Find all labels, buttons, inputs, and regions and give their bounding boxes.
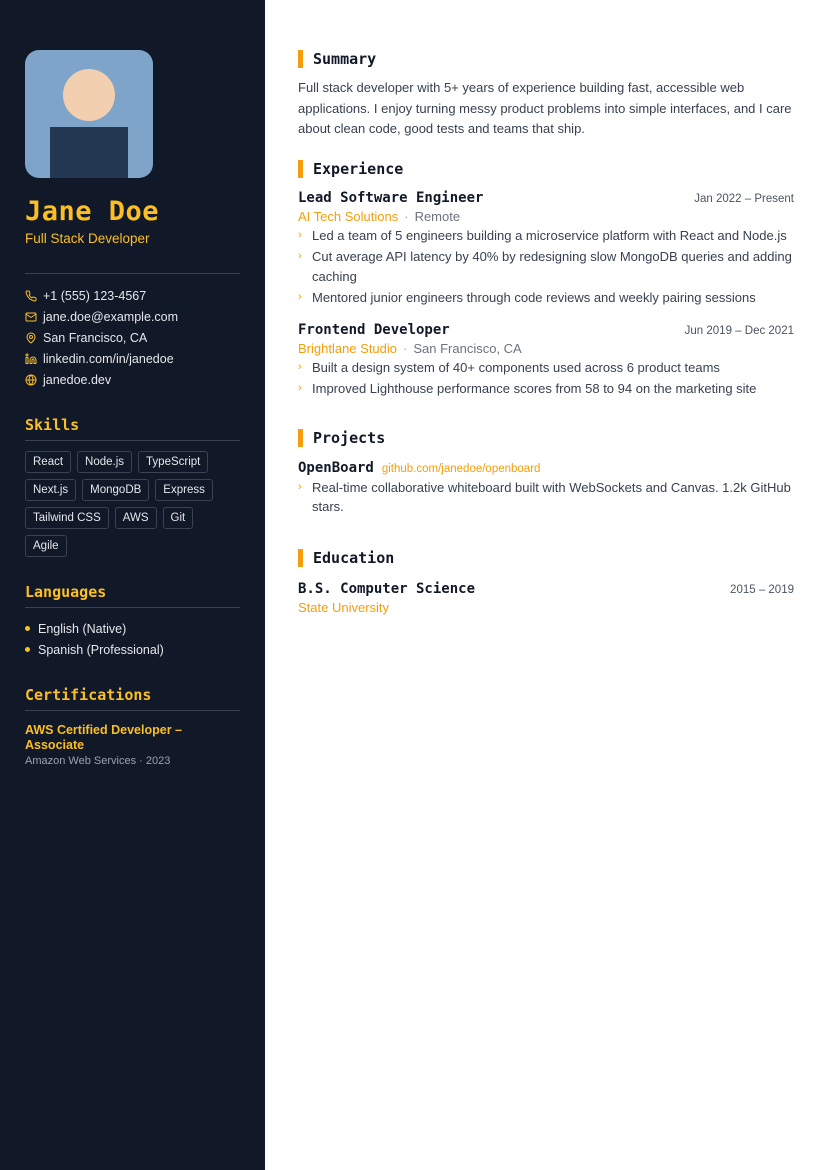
heading-accent-bar (298, 50, 303, 68)
bullet-text: Built a design system of 40+ components used across 6 product teams (312, 359, 720, 375)
heading-accent-bar (298, 160, 303, 178)
job-dates: Jan 2022 – Present (694, 192, 794, 205)
avatar-head-shape (63, 69, 115, 121)
education-degree: B.S. Computer Science (298, 580, 476, 597)
skill-chip: MongoDB (82, 479, 149, 501)
skill-chip: Tailwind CSS (25, 507, 109, 529)
chevron-right-icon: › (298, 382, 302, 394)
project-name: OpenBoard (298, 459, 374, 476)
bullet-text: Led a team of 5 engineers building a microservice platform with React and Node.js (312, 227, 787, 243)
language-item (25, 618, 240, 639)
education-school: State University (298, 599, 390, 615)
job-entry (298, 322, 794, 399)
experience-heading-text: Experience (313, 159, 404, 178)
meta-separator: · (404, 208, 409, 224)
bullet-text: Cut average API latency by 40% by redesigning slow MongoDB queries and adding caching (312, 249, 792, 284)
bullet-text: Real-time collaborative whiteboard built with WebSockets and Canvas. 1.2k GitHub stars. (312, 479, 791, 514)
chevron-right-icon: › (298, 480, 302, 493)
bullet-dot-icon (25, 647, 30, 652)
projects-heading (298, 429, 794, 447)
heading-accent-bar (298, 429, 303, 447)
list-item (298, 379, 794, 399)
projects-heading-text: Projects (313, 428, 386, 447)
chevron-right-icon: › (298, 250, 302, 262)
language-label: English (Native) (38, 621, 127, 636)
mail-icon (25, 311, 37, 323)
contact-phone[interactable] (25, 285, 240, 306)
job-meta (298, 341, 794, 356)
skill-chip: Agile (25, 535, 67, 557)
bullet-text: Mentored junior engineers through code reviews and weekly pairing sessions (312, 290, 756, 305)
contact-website-text: janedoe.dev (43, 372, 112, 387)
education-dates: 2015 – 2019 (730, 583, 794, 596)
certifications-heading: Certifications (25, 686, 240, 711)
skill-chip: Express (155, 479, 213, 501)
project-header (298, 460, 794, 476)
job-bullets (298, 226, 794, 308)
avatar-body-shape (50, 127, 128, 178)
bullet-text: Improved Lighthouse performance scores from 58 to 94 on the marketing site (312, 381, 757, 396)
job-title: Lead Software Engineer (298, 189, 484, 206)
projects-section (298, 429, 794, 517)
contact-email-text: jane.doe@example.com (43, 309, 178, 324)
sidebar (0, 0, 265, 1170)
summary-heading (298, 50, 794, 68)
summary-text: Full stack developer with 5+ years of experience building fast, accessible web applications. I enjoy turning messy product problems into simple interfaces, and I care about clean code, good tests and teams that ship. (298, 80, 792, 136)
certification-title: AWS Certified Developer – Associate (25, 723, 182, 752)
heading-accent-bar (298, 549, 303, 567)
education-heading (298, 549, 794, 567)
list-item (298, 358, 794, 378)
skill-chip: Git (163, 507, 194, 529)
profile-name: Jane Doe (25, 196, 160, 227)
contact-location-text: San Francisco, CA (43, 330, 148, 345)
list-item (298, 288, 794, 308)
contact-website[interactable] (25, 369, 240, 390)
summary-heading-text: Summary (313, 50, 377, 68)
skill-chip: Next.js (25, 479, 76, 501)
globe-icon (25, 374, 37, 386)
phone-icon (25, 290, 37, 302)
job-company: AI Tech Solutions (298, 208, 399, 224)
education-heading-text: Education (313, 548, 395, 567)
skill-chip: AWS (115, 507, 157, 529)
education-entry (298, 581, 794, 615)
job-location: San Francisco, CA (413, 340, 522, 356)
languages-heading: Languages (25, 583, 240, 608)
bullet-dot-icon (25, 626, 30, 631)
job-location: Remote (414, 208, 461, 224)
job-company: Brightlane Studio (298, 340, 398, 356)
main-content (265, 0, 827, 1170)
experience-section (298, 160, 794, 399)
contact-email[interactable] (25, 306, 240, 327)
education-meta (298, 600, 794, 615)
sidebar-divider (25, 273, 240, 274)
job-dates: Jun 2019 – Dec 2021 (684, 324, 794, 337)
job-entry (298, 190, 794, 308)
contact-phone-text: +1 (555) 123-4567 (43, 288, 147, 303)
list-item (298, 478, 794, 517)
certification-issuer: Amazon Web Services · 2023 (25, 755, 171, 767)
language-label: Spanish (Professional) (38, 642, 164, 657)
job-title: Frontend Developer (298, 321, 450, 338)
avatar (25, 50, 153, 178)
job-meta (298, 209, 794, 224)
contact-list (25, 285, 240, 390)
linkedin-icon (25, 353, 37, 365)
project-bullets (298, 478, 794, 517)
chevron-right-icon: › (298, 291, 302, 303)
experience-heading (298, 160, 794, 178)
contact-linkedin[interactable] (25, 348, 240, 369)
summary-section (298, 50, 794, 140)
skills-list (25, 451, 230, 557)
contact-linkedin-text: linkedin.com/in/janedoe (43, 351, 174, 366)
skill-chip: Node.js (77, 451, 132, 473)
meta-separator: · (403, 340, 408, 356)
language-item (25, 639, 240, 660)
contact-location (25, 327, 240, 348)
skill-chip: React (25, 451, 71, 473)
job-bullets (298, 358, 794, 399)
languages-list (25, 618, 240, 660)
list-item (298, 226, 794, 246)
chevron-right-icon: › (298, 360, 302, 373)
chevron-right-icon: › (298, 228, 302, 241)
project-link[interactable]: github.com/janedoe/openboard (381, 462, 541, 475)
list-item (298, 247, 794, 286)
location-icon (25, 332, 37, 344)
profile-role: Full Stack Developer (25, 231, 150, 246)
skills-heading: Skills (25, 416, 240, 441)
skill-chip: TypeScript (138, 451, 208, 473)
education-section (298, 549, 794, 615)
